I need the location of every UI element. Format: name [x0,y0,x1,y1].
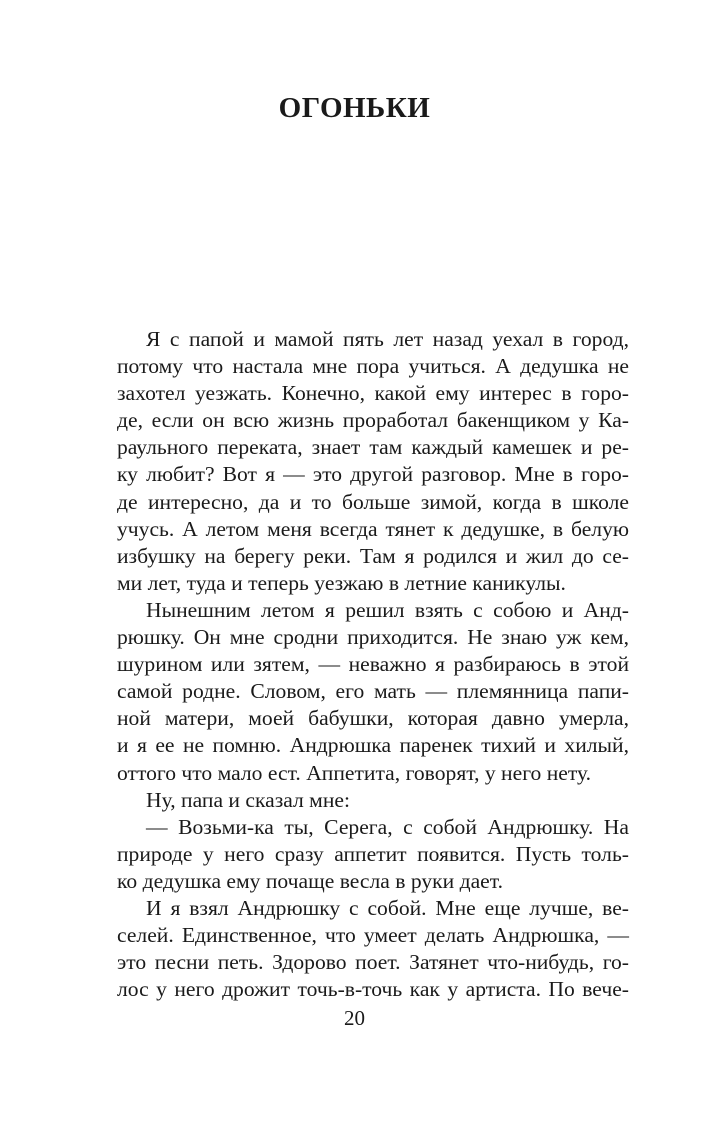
text-line: селей. Единственное, что умеет делать Андрюшка, — [117,923,629,948]
text-line: учусь. А летом меня всегда тянет к дедушке, в белую [117,516,629,541]
text-line: ной матери, моей бабушки, которая давно умерла, [117,706,629,731]
text-line: рюшку. Он мне сродни приходится. Не знаю уж кем, [117,625,629,650]
text-line: самой родне. Словом, его мать — племянница папи- [117,679,629,704]
text-line: де интересно, да и то больше зимой, когда в школе [117,489,629,514]
text-line: ко дедушка ему почаще весла в руки дает. [117,868,503,893]
text-line: раульного переката, знает там каждый камешек и ре- [117,435,629,460]
chapter-title: ОГОНЬКИ [278,92,431,124]
text-line: — Возьми-ка ты, Серега, с собой Андрюшку. На [146,814,629,839]
text-line: ми лет, туда и теперь уезжаю в летние каникулы. [117,570,566,595]
text-line: избушку на берегу реки. Там я родился и жил до се- [117,543,629,568]
page-number: 20 [344,1006,365,1030]
text-line: ку любит? Вот я — это другой разговор. Мне в горо- [117,462,629,487]
text-line: Нынешним летом я решил взять с собою и Анд- [146,597,629,622]
text-line: Я с папой и мамой пять лет назад уехал в город, [146,327,629,351]
text-line: потому что настала мне пора учиться. А дедушка не [117,354,629,379]
text-line: шурином или зятем, — неважно я разбираюсь в этой [117,652,629,677]
text-line: природе у него сразу аппетит появится. Пусть толь- [117,841,629,866]
text-line: и я ее не помню. Андрюшка паренек тихий и хилый, [117,733,629,758]
text-line: Ну, папа и сказал мне: [146,787,350,812]
text-line: оттого что мало ест. Аппетита, говорят, у него нету. [117,760,592,785]
text-line: де, если он всю жизнь проработал бакенщиком у Ка- [117,408,629,433]
text-line: захотел уезжать. Конечно, какой ему интерес в горо- [117,381,629,406]
text-line: И я взял Андрюшку с собой. Мне еще лучше, ве- [146,895,629,920]
text-line: это песни петь. Здорово поет. Затянет что-нибудь, го- [117,950,629,975]
chapter-body-text [117,326,629,1003]
text-line: лос у него дрожит точь-в-точь как у артиста. По вече- [117,977,629,1002]
